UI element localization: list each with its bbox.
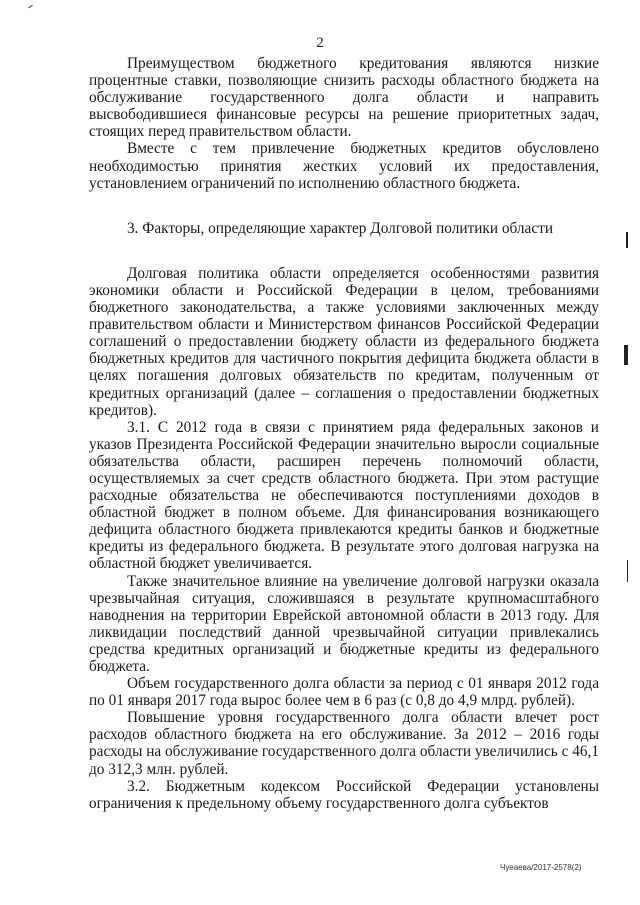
scan-artifact (627, 560, 628, 582)
paragraph-debt-volume: Объем государственного долга области за период с 01 января 2012 года по 01 января 2017 года вырос более чем в 6 раз (с 0,8 до 4,9 млрд. рублей). (89, 675, 599, 710)
scan-artifact (624, 345, 628, 365)
paragraph-3-2: 3.2. Бюджетным кодексом Российской Федерации установлены ограничения к предельному объему государственного долга субъектов (89, 777, 599, 812)
paragraph-3-1: 3.1. С 2012 года в связи с принятием ряда федеральных законов и указов Президента Российской Федерации значительно выросли социальные обязательства области, расширен перечень полномочий области, осуществляемых за счет средств областного бюджета. При этом растущие расходные обязательства не обеспечиваются поступлениями доходов в областной бюджет в полном объеме. Для финансирования возникающего дефицита областного бюджета привлекаются кредиты банков и бюджетные кредиты из федерального бюджета. В результате этого долговая нагрузка на областной бюджет увеличивается. (89, 418, 599, 573)
paragraph-debt-policy: Долговая политика области определяется особенностями развития экономики области и Российской Федерации в целом, требованиями бюджетного законодательства, а также условиями заключенных между правительством области и Министерством финансов Российской Федерации соглашений о предоставлении бюджету области из федерального бюджета бюджетных кредитов для частичного покрытия дефицита бюджета области в целях погашения долговых обязательств по кредитам, полученным от кредитных организаций (далее – соглашения о предоставлении бюджетных кредитов). (89, 264, 599, 419)
section-title: 3. Факторы, определяющие характер Долговой политики области (127, 219, 554, 237)
scan-artifact (28, 5, 33, 9)
paragraph-debt-service: Повышение уровня государственного долга области влечет рост расходов областного бюджета на его обслуживание. За 2012 – 2016 годы расходы на обслуживание государственного долга области увеличились с 46,1 до 312,3 млн. рублей. (89, 709, 599, 778)
spacer (89, 192, 599, 220)
paragraph-budget-credit-advantage: Преимуществом бюджетного кредитования являются низкие процентные ставки, позволяющие снизить расходы областного бюджета на обслуживание государственного долга области и направить высвободившиеся финансовые ресурсы на решение приоритетных задач, стоящих перед правительством области. (89, 55, 599, 141)
paragraph-budget-credit-conditions: Вместе с тем привлечение бюджетных кредитов обусловлено необходимостью принятия жестких условий их предоставления, установлением ограничений по исполнению областного бюджета. (89, 140, 599, 192)
document-code: Чуеаева/2017-2578(2) (500, 863, 582, 872)
scan-artifact (626, 232, 628, 248)
spacer (89, 237, 599, 265)
page-number: 2 (316, 35, 324, 51)
document-body (89, 55, 599, 812)
paragraph-flood: Также значительное влияние на увеличение долговой нагрузки оказала чрезвычайная ситуация, сложившаяся в результате крупномасштабного наводнения на территории Еврейской автономной области в 2013 году. Для ликвидации последствий данной чрезвычайной ситуации привлекались средства кредитных организаций и бюджетные кредиты из федерального бюджета. (89, 572, 599, 675)
